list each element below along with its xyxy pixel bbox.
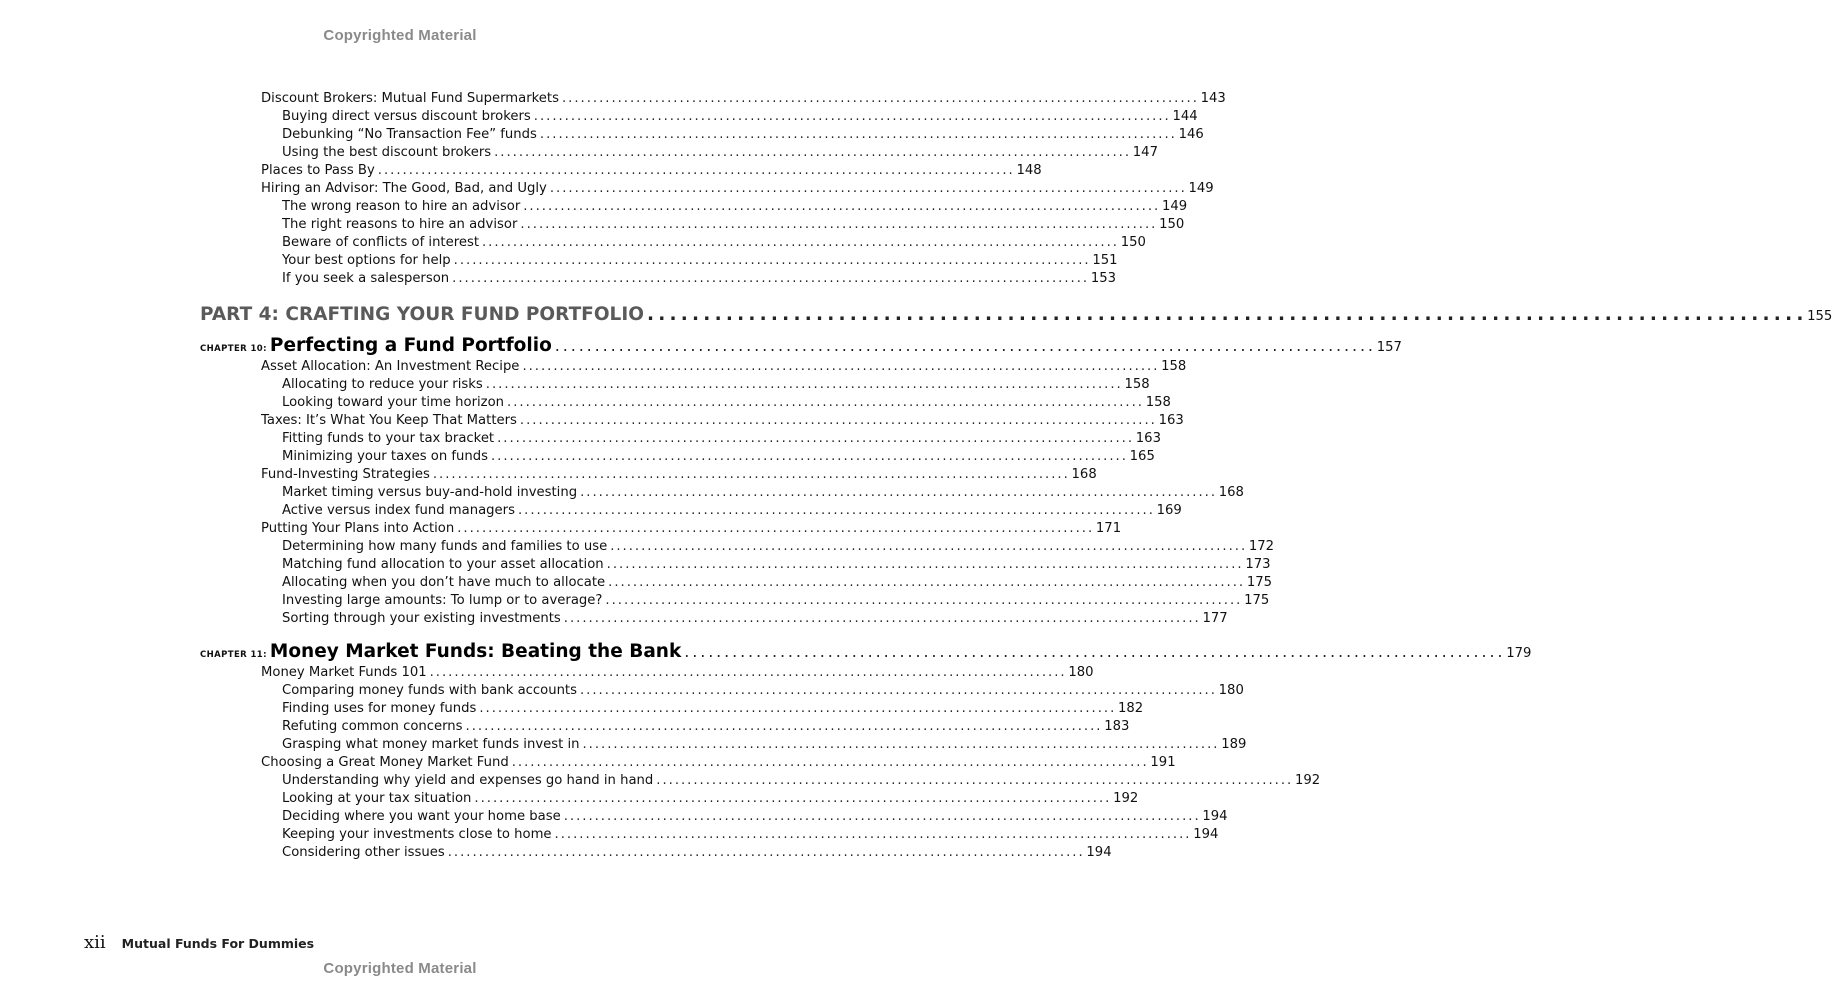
- dot-leader: [580, 484, 1214, 502]
- dot-leader: [457, 520, 1091, 538]
- entry-page-number: 182: [1118, 701, 1144, 716]
- chapter-title: Perfecting a Fund Portfolio: [269, 335, 552, 356]
- dot-leader: [607, 556, 1241, 574]
- entry-title: Market timing versus buy-and-hold investing: [282, 485, 578, 500]
- toc-entry: [0, 448, 1155, 466]
- entry-title: Looking toward your time horizon: [282, 395, 505, 410]
- entry-title: Fitting funds to your tax bracket: [282, 431, 495, 446]
- entry-page-number: 191: [1150, 755, 1176, 770]
- toc-entry: [0, 574, 1273, 592]
- dot-leader: [433, 466, 1067, 484]
- toc-entry: [0, 90, 1226, 108]
- entry-page-number: 158: [1145, 395, 1171, 410]
- dot-leader: [605, 592, 1239, 610]
- dot-leader: [583, 736, 1217, 754]
- entry-title: Sorting through your existing investments: [282, 611, 561, 626]
- entry-title: Matching fund allocation to your asset allocation: [282, 557, 604, 572]
- dot-leader: [684, 640, 1501, 664]
- dot-leader: [555, 334, 1372, 358]
- entry-page-number: 171: [1095, 521, 1122, 536]
- dot-leader: [564, 610, 1198, 628]
- page-number: xii: [84, 932, 106, 953]
- entry-title: Determining how many funds and families to use: [282, 539, 608, 554]
- entry-page-number: 146: [1178, 127, 1204, 142]
- entry-title: Using the best discount brokers: [282, 145, 492, 160]
- dot-leader: [474, 790, 1108, 808]
- dot-leader: [555, 826, 1189, 844]
- dot-leader: [454, 252, 1088, 270]
- dot-leader: [378, 162, 1012, 180]
- toc-entry: [0, 592, 1270, 610]
- part-title: PART 4: CRAFTING YOUR FUND PORTFOLIO: [200, 304, 644, 325]
- toc-entry: [0, 754, 1176, 772]
- entry-page-number: 169: [1156, 503, 1182, 518]
- entry-title: Active versus index fund managers: [282, 503, 515, 518]
- chapter-number: CHAPTER 10:: [200, 344, 267, 354]
- chapter-heading: [0, 640, 1532, 664]
- toc-entry: [0, 682, 1244, 700]
- dot-leader: [479, 700, 1113, 718]
- entry-page-number: 149: [1161, 199, 1188, 214]
- entry-page-number: 194: [1202, 809, 1228, 824]
- entry-page-number: 163: [1135, 431, 1161, 446]
- toc-entry: [0, 502, 1182, 520]
- dot-leader: [518, 502, 1152, 520]
- dot-leader: [580, 682, 1214, 700]
- entry-page-number: 168: [1218, 485, 1244, 500]
- entry-title: Allocating to reduce your risks: [282, 377, 483, 392]
- entry-title: Looking at your tax situation: [282, 791, 472, 806]
- entry-title: Your best options for help: [282, 253, 451, 268]
- dot-leader: [512, 754, 1146, 772]
- entry-page-number: 151: [1092, 253, 1118, 268]
- toc-entry: [0, 664, 1094, 682]
- entry-page-number: 192: [1294, 773, 1321, 788]
- entry-page-number: 143: [1200, 91, 1226, 106]
- entry-title: Investing large amounts: To lump or to average?: [282, 593, 603, 608]
- dot-leader: [610, 538, 1244, 556]
- dot-leader: [647, 302, 1802, 328]
- toc-entry: [0, 610, 1228, 628]
- entry-page-number: 180: [1068, 665, 1094, 680]
- entry-title: Comparing money funds with bank accounts: [282, 683, 577, 698]
- dot-leader: [486, 376, 1120, 394]
- entry-title: Finding uses for money funds: [282, 701, 477, 716]
- entry-page-number: 180: [1218, 683, 1244, 698]
- running-book-title: Mutual Funds For Dummies: [121, 936, 315, 951]
- entry-page-number: 144: [1172, 109, 1198, 124]
- toc-entry: [0, 358, 1187, 376]
- dot-leader: [608, 574, 1242, 592]
- toc-entry: [0, 412, 1184, 430]
- entry-title: Fund-Investing Strategies: [261, 467, 430, 482]
- dot-leader: [564, 808, 1198, 826]
- entry-title: Buying direct versus discount brokers: [282, 109, 531, 124]
- toc-entry: [0, 270, 1117, 288]
- dot-leader: [491, 448, 1125, 466]
- dot-leader: [466, 718, 1100, 736]
- chapter-number: CHAPTER 11:: [200, 650, 267, 660]
- copyright-watermark-top: Copyrighted Material: [323, 27, 477, 44]
- toc-entry: [0, 538, 1275, 556]
- entry-page-number: 173: [1245, 557, 1271, 572]
- toc-entry: [0, 430, 1161, 448]
- dot-leader: [534, 108, 1168, 126]
- entry-title: If you seek a salesperson: [282, 271, 450, 286]
- chapter-title: Money Market Funds: Beating the Bank: [269, 641, 682, 662]
- dot-leader: [497, 430, 1131, 448]
- entry-page-number: 165: [1129, 449, 1155, 464]
- entry-title: Allocating when you don’t have much to allocate: [282, 575, 606, 590]
- toc-entry: [0, 252, 1118, 270]
- toc-entry: [0, 234, 1146, 252]
- page-footer: [84, 932, 314, 953]
- toc-entry: [0, 826, 1219, 844]
- entry-page-number: 192: [1113, 791, 1139, 806]
- entry-title: Grasping what money market funds invest in: [282, 737, 580, 752]
- entry-page-number: 175: [1244, 593, 1270, 608]
- dot-leader: [540, 126, 1174, 144]
- dot-leader: [452, 270, 1086, 288]
- entry-page-number: 155: [1807, 309, 1832, 324]
- entry-title: Deciding where you want your home base: [282, 809, 561, 824]
- toc-entry: [0, 556, 1271, 574]
- entry-page-number: 157: [1376, 340, 1402, 355]
- entry-title: Understanding why yield and expenses go hand in hand: [282, 773, 654, 788]
- entry-page-number: 194: [1193, 827, 1219, 842]
- dot-leader: [523, 198, 1157, 216]
- dot-leader: [656, 772, 1290, 790]
- toc-entry: [0, 144, 1158, 162]
- toc-entry: [0, 844, 1112, 862]
- entry-title: Keeping your investments close to home: [282, 827, 552, 842]
- entry-page-number: 168: [1071, 467, 1097, 482]
- toc-entry: [0, 772, 1321, 790]
- entry-title: Beware of conflicts of interest: [282, 235, 479, 250]
- entry-title: The wrong reason to hire an advisor: [282, 199, 521, 214]
- entry-page-number: 177: [1202, 611, 1228, 626]
- entry-page-number: 153: [1090, 271, 1117, 286]
- toc-entry: [0, 808, 1228, 826]
- entry-title: Money Market Funds 101: [261, 665, 427, 680]
- entry-page-number: 175: [1246, 575, 1273, 590]
- entry-page-number: 150: [1120, 235, 1146, 250]
- dot-leader: [520, 216, 1154, 234]
- entry-title: Minimizing your taxes on funds: [282, 449, 488, 464]
- entry-page-number: 148: [1016, 163, 1042, 178]
- entry-title: Putting Your Plans into Action: [261, 521, 455, 536]
- toc-entry: [0, 162, 1061, 180]
- entry-title: Asset Allocation: An Investment Recipe: [261, 359, 520, 374]
- toc-entry: [0, 718, 1130, 736]
- entry-title: Discount Brokers: Mutual Fund Supermarkets: [261, 91, 559, 106]
- toc-entry: [0, 108, 1198, 126]
- entry-page-number: 158: [1124, 377, 1150, 392]
- toc-entry: [0, 484, 1244, 502]
- toc-entry: [0, 790, 1139, 808]
- dot-leader: [562, 90, 1196, 108]
- entry-page-number: 183: [1104, 719, 1130, 734]
- dot-leader: [522, 358, 1156, 376]
- toc-entry: [0, 180, 1214, 198]
- entry-page-number: 189: [1221, 737, 1247, 752]
- entry-title: Refuting common concerns: [282, 719, 463, 734]
- entry-page-number: 194: [1086, 845, 1112, 860]
- entry-page-number: 147: [1132, 145, 1158, 160]
- entry-page-number: 163: [1158, 413, 1184, 428]
- dot-leader: [430, 664, 1064, 682]
- entry-page-number: 158: [1161, 359, 1187, 374]
- entry-title: Choosing a Great Money Market Fund: [261, 755, 509, 770]
- entry-title: Places to Pass By: [261, 163, 375, 178]
- toc-entry: [0, 216, 1185, 234]
- entry-page-number: 150: [1159, 217, 1185, 232]
- part-heading: [0, 302, 1832, 328]
- entry-title: Debunking “No Transaction Fee” funds: [282, 127, 537, 142]
- toc-entry: [0, 376, 1150, 394]
- entry-title: The right reasons to hire an advisor: [282, 217, 518, 232]
- entry-title: Considering other issues: [282, 845, 445, 860]
- toc-entry: [0, 466, 1097, 484]
- toc-entry: [0, 394, 1171, 412]
- entry-title: Hiring an Advisor: The Good, Bad, and Ugly: [261, 181, 547, 196]
- dot-leader: [494, 144, 1128, 162]
- dot-leader: [550, 180, 1184, 198]
- dot-leader: [520, 412, 1154, 430]
- dot-leader: [507, 394, 1141, 412]
- toc-entry: [0, 736, 1247, 754]
- dot-leader: [482, 234, 1116, 252]
- toc-entry: [0, 520, 1122, 538]
- chapter-heading: [0, 334, 1402, 358]
- entry-title: Taxes: It’s What You Keep That Matters: [261, 413, 517, 428]
- copyright-watermark-bottom: Copyrighted Material: [323, 960, 477, 977]
- toc-entry: [0, 198, 1188, 216]
- dot-leader: [448, 844, 1082, 862]
- entry-page-number: 179: [1506, 646, 1532, 661]
- entry-page-number: 172: [1248, 539, 1275, 554]
- entry-page-number: 149: [1188, 181, 1214, 196]
- toc-entry: [0, 126, 1204, 144]
- toc-entry: [0, 700, 1144, 718]
